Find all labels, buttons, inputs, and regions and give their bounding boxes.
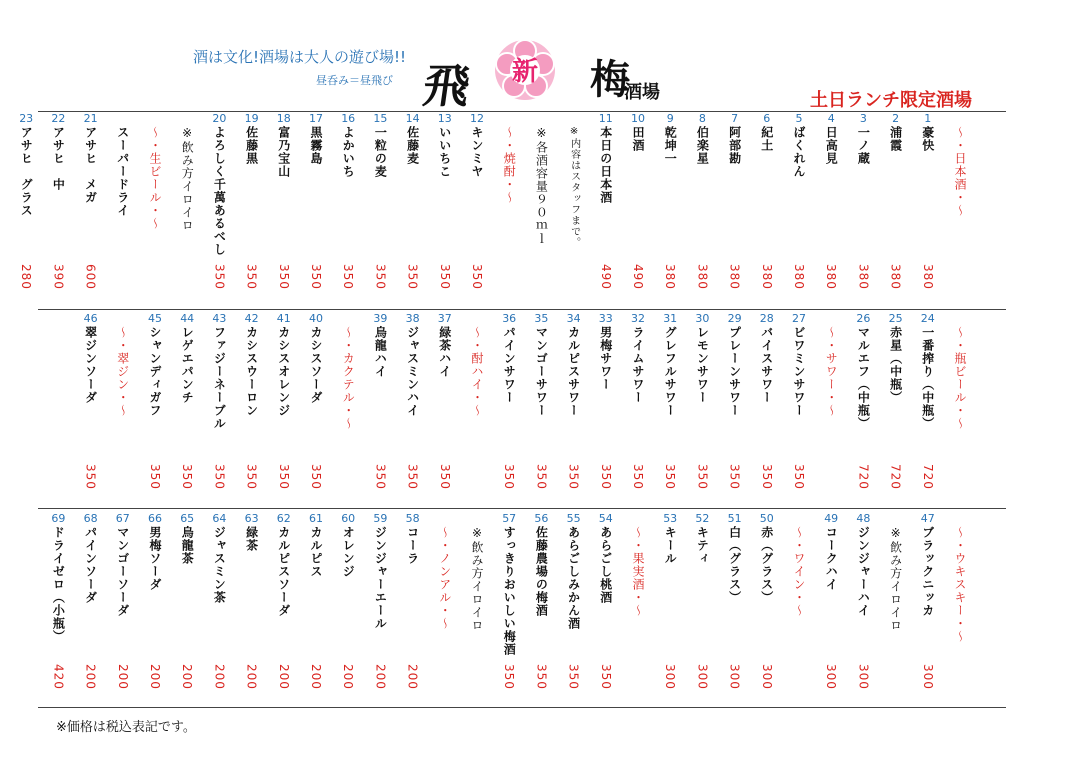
item-name: いいちこ [437,126,452,178]
item-number: 2 [892,112,900,125]
item-number: 39 [373,312,388,325]
category-label: ～・酎ハイ・～ [470,326,484,417]
item-number: 33 [598,312,613,325]
item-price: 350 [437,264,452,290]
item-number: 8 [698,112,706,125]
item-number: 34 [566,312,581,325]
item-number: 48 [856,512,871,525]
item-name: レゲエパンチ [180,326,195,404]
logo-sakaba-text: 酒場 [624,82,660,103]
item-name: アサヒ グラス [19,126,34,217]
item-name: 乾坤一 [663,126,678,165]
item-price: 200 [148,664,162,690]
item-name: 烏龍ハイ [373,326,388,378]
item-price: 350 [244,264,259,290]
item-price: 300 [695,664,710,690]
item-name: 本日の日本酒 [598,126,613,204]
item-name: 佐藤農場の梅酒 [534,526,549,617]
item-number: 62 [276,512,291,525]
item-price: 490 [631,264,645,290]
item-name: 緑茶ハイ [437,326,452,378]
item-price: 350 [566,464,581,490]
item-number: 50 [759,512,774,525]
item-number: 1 [924,112,932,125]
item-name: ジンジャーエール [373,526,388,630]
item-price: 350 [341,264,356,290]
item-name: 黒霧島 [309,126,323,165]
subslogan: 昼呑み＝昼飛び [316,74,393,87]
item-number: 66 [148,512,162,525]
item-number: 59 [373,512,388,525]
item-number: 41 [276,312,291,325]
item-name: バイスサワー [759,326,774,404]
logo-ume-character: 梅 [590,56,630,103]
item-name: ファジーネーブル [212,326,227,430]
item-number: 29 [727,312,742,325]
item-number: 56 [534,512,549,525]
item-name: ブラックニッカ [920,526,935,617]
item-price: 350 [309,464,323,490]
item-price: 380 [824,264,839,290]
item-name: プレーンサワー [727,326,742,417]
item-price: 350 [792,464,806,490]
item-name: レモンサワー [695,326,710,404]
category-label: ～・瓶ビール・～ [953,326,967,430]
item-number: 17 [309,112,323,125]
item-price: 350 [598,664,613,690]
item-name: ※飲み方イロイロ [888,526,903,632]
item-name: ライムサワー [631,326,645,404]
item-price: 350 [212,264,227,290]
item-number: 28 [759,312,774,325]
item-number: 10 [631,112,645,125]
divider-2 [38,508,1006,509]
category-label: ～・焼酎・～ [502,126,517,204]
item-name: 紀土 [759,126,774,152]
item-number: 31 [663,312,678,325]
item-number: 4 [827,112,835,125]
item-name: スーパードライ [115,126,130,217]
item-number: 51 [727,512,742,525]
item-price: 200 [276,664,291,690]
item-name: カシスソーダ [309,326,323,404]
item-name: マンゴーソーダ [115,526,130,617]
item-name: よろしく千萬あるべし [212,126,227,256]
item-name: ドライゼロ（小瓶） [51,526,66,643]
item-name: ジャスミンハイ [405,326,420,417]
item-price: 380 [856,264,871,290]
item-price: 350 [405,464,420,490]
item-number: 3 [859,112,867,125]
item-number: 12 [470,112,484,125]
item-price: 280 [19,264,34,290]
item-number: 40 [309,312,323,325]
item-name: ※各酒容量９０ｍｌ [534,126,549,245]
item-price: 420 [51,664,66,690]
item-name: 伯楽星 [695,126,710,165]
item-name: ばくれん [792,126,806,178]
item-name: マンゴーサワー [534,326,549,417]
item-price: 200 [180,664,195,690]
item-name: 男梅ソーダ [148,526,162,591]
item-number: 21 [83,112,98,125]
item-name: あらごし桃酒 [598,526,613,604]
item-number: 58 [405,512,420,525]
item-name: 一粒の麦 [373,126,388,178]
item-name: コーラ [405,526,420,565]
item-price: 350 [631,464,645,490]
item-name: カルピスサワー [566,326,581,417]
item-name: 一番搾り（中瓶） [920,326,935,430]
item-number: 16 [341,112,356,125]
item-name: アサヒ メガ [83,126,98,204]
item-price: 720 [856,464,871,490]
item-name: コークハイ [824,526,839,591]
item-number: 9 [666,112,674,125]
item-name: よかいち [341,126,356,178]
category-label: ～・サワー・～ [824,326,839,417]
item-price: 200 [83,664,98,690]
item-number: 69 [51,512,66,525]
item-number: 37 [437,312,452,325]
item-number: 61 [309,512,323,525]
item-number: 53 [663,512,678,525]
item-price: 350 [695,464,710,490]
item-name: 烏龍茶 [180,526,195,565]
item-price: 300 [663,664,678,690]
item-name: グレフルサワー [663,326,678,417]
item-number: 6 [763,112,771,125]
item-name: ※飲み方イロイロ [470,526,484,632]
item-name: すっきりおいしい梅酒 [502,526,517,656]
item-number: 63 [244,512,259,525]
item-price: 380 [663,264,678,290]
item-name: 富乃宝山 [276,126,291,178]
category-label: ～・ウキスキー・～ [953,526,967,643]
item-price: 200 [115,664,130,690]
item-price: 720 [888,464,903,490]
item-number: 60 [341,512,356,525]
item-name: オレンジ [341,526,356,578]
item-price: 350 [373,264,388,290]
item-number: 52 [695,512,710,525]
item-price: 390 [51,264,66,290]
item-price: 350 [534,664,549,690]
item-number: 68 [83,512,98,525]
item-price: 350 [437,464,452,490]
item-number: 43 [212,312,227,325]
menu-header [0,0,1074,112]
item-price: 350 [470,264,484,290]
item-name: カシスウーロン [244,326,259,417]
item-price: 350 [663,464,678,490]
item-number: 23 [19,112,34,125]
category-label: ～・生ビール・～ [148,126,162,230]
category-label: ～・日本酒・～ [953,126,967,217]
item-price: 300 [727,664,742,690]
item-name: 豪快 [920,126,935,152]
item-number: 47 [920,512,935,525]
item-name: 阿部勘 [727,126,742,165]
item-name: 白（グラス） [727,526,742,604]
item-price: 350 [244,464,259,490]
item-price: 350 [566,664,581,690]
item-number: 14 [405,112,420,125]
item-name: マルエフ（中瓶） [856,326,871,430]
item-number: 35 [534,312,549,325]
item-name: 翠ジンソーダ [83,326,98,404]
item-number: 5 [795,112,803,125]
item-price: 380 [727,264,742,290]
item-name: 赤（グラス） [759,526,774,604]
item-name: キティ [695,526,710,565]
item-number: 11 [598,112,613,125]
category-label: ～・ワイン・～ [792,526,806,617]
item-number: 38 [405,312,420,325]
item-number: 25 [888,312,903,325]
item-price: 200 [309,664,323,690]
item-number: 65 [180,512,195,525]
item-price: 350 [148,464,162,490]
item-price: 380 [792,264,806,290]
category-label: ～・ノンアル・～ [437,526,452,630]
item-price: 350 [405,264,420,290]
item-name: キンミヤ [470,126,484,178]
item-price: 380 [759,264,774,290]
item-price: 350 [534,464,549,490]
item-number: 45 [148,312,162,325]
item-number: 46 [83,312,98,325]
item-name: ジンジャーハイ [856,526,871,617]
item-price: 200 [405,664,420,690]
item-name: 男梅サワー [598,326,613,391]
logo-hi-character: 飛 [419,59,474,113]
item-number: 26 [856,312,871,325]
item-price: 380 [695,264,710,290]
item-number: 54 [598,512,613,525]
item-name: 佐藤麦 [405,126,420,165]
item-name: あらごしみかん酒 [566,526,581,630]
item-name: ビワミンサワー [792,326,806,417]
item-name: 浦霞 [888,126,903,152]
item-name: キール [663,526,678,565]
item-name: シャンディガフ [148,326,162,417]
item-price: 350 [212,464,227,490]
item-price: 200 [341,664,356,690]
item-price: 350 [759,464,774,490]
item-price: 350 [83,464,98,490]
item-name: 田酒 [631,126,645,152]
item-name: ※内容はスタッフまで。 [568,126,580,248]
item-price: 380 [888,264,903,290]
item-name: パインソーダ [83,526,98,604]
item-name: カシスオレンジ [276,326,291,417]
item-number: 18 [276,112,291,125]
item-price: 720 [920,464,935,490]
item-number: 42 [244,312,259,325]
item-number: 32 [631,312,645,325]
category-label: ～・翠ジン・～ [115,326,130,417]
item-name: ※飲み方イロイロ [180,126,195,232]
item-number: 44 [180,312,195,325]
item-price: 350 [373,464,388,490]
item-price: 490 [598,264,613,290]
item-number: 49 [824,512,839,525]
item-number: 67 [115,512,130,525]
item-price: 200 [373,664,388,690]
item-name: 日高見 [824,126,839,165]
category-label: ～・果実酒・～ [631,526,645,617]
item-number: 20 [212,112,227,125]
item-price: 300 [856,664,871,690]
item-price: 350 [309,264,323,290]
tax-footnote: ※価格は税込表記です。 [56,720,196,735]
item-number: 24 [920,312,935,325]
item-number: 36 [502,312,517,325]
item-number: 7 [731,112,739,125]
item-name: 緑茶 [244,526,259,552]
item-price: 350 [598,464,613,490]
item-price: 200 [244,664,259,690]
item-number: 13 [437,112,452,125]
item-number: 22 [51,112,66,125]
item-name: カルピスソーダ [276,526,291,617]
item-name: アサヒ 中 [51,126,66,191]
item-price: 350 [727,464,742,490]
item-price: 350 [180,464,195,490]
item-price: 350 [276,464,291,490]
slogan: 酒は文化!酒場は大人の遊び場!! [193,48,407,66]
item-price: 300 [920,664,935,690]
item-name: 一ノ蔵 [856,126,871,165]
item-name: カルピス [309,526,323,578]
weekend-lunch-banner: 土日ランチ限定酒場 [810,90,972,111]
item-price: 380 [920,264,935,290]
divider-1 [38,309,1006,310]
item-number: 64 [212,512,227,525]
item-price: 350 [502,664,517,690]
item-price: 200 [212,664,227,690]
item-name: 佐藤黒 [244,126,259,165]
category-label: ～・カクテル・～ [341,326,356,430]
item-name: 赤星（中瓶） [888,326,903,404]
item-price: 350 [502,464,517,490]
item-number: 55 [566,512,581,525]
item-name: ジャスミン茶 [212,526,227,604]
item-number: 15 [373,112,388,125]
item-name: パインサワー [502,326,517,404]
item-price: 350 [276,264,291,290]
item-price: 600 [83,264,98,290]
logo-crest-character: 新 [511,57,538,87]
divider-bottom [38,707,1006,708]
item-price: 300 [759,664,774,690]
item-number: 19 [244,112,259,125]
item-number: 30 [695,312,710,325]
item-price: 300 [824,664,839,690]
item-number: 27 [792,312,806,325]
item-number: 57 [502,512,517,525]
